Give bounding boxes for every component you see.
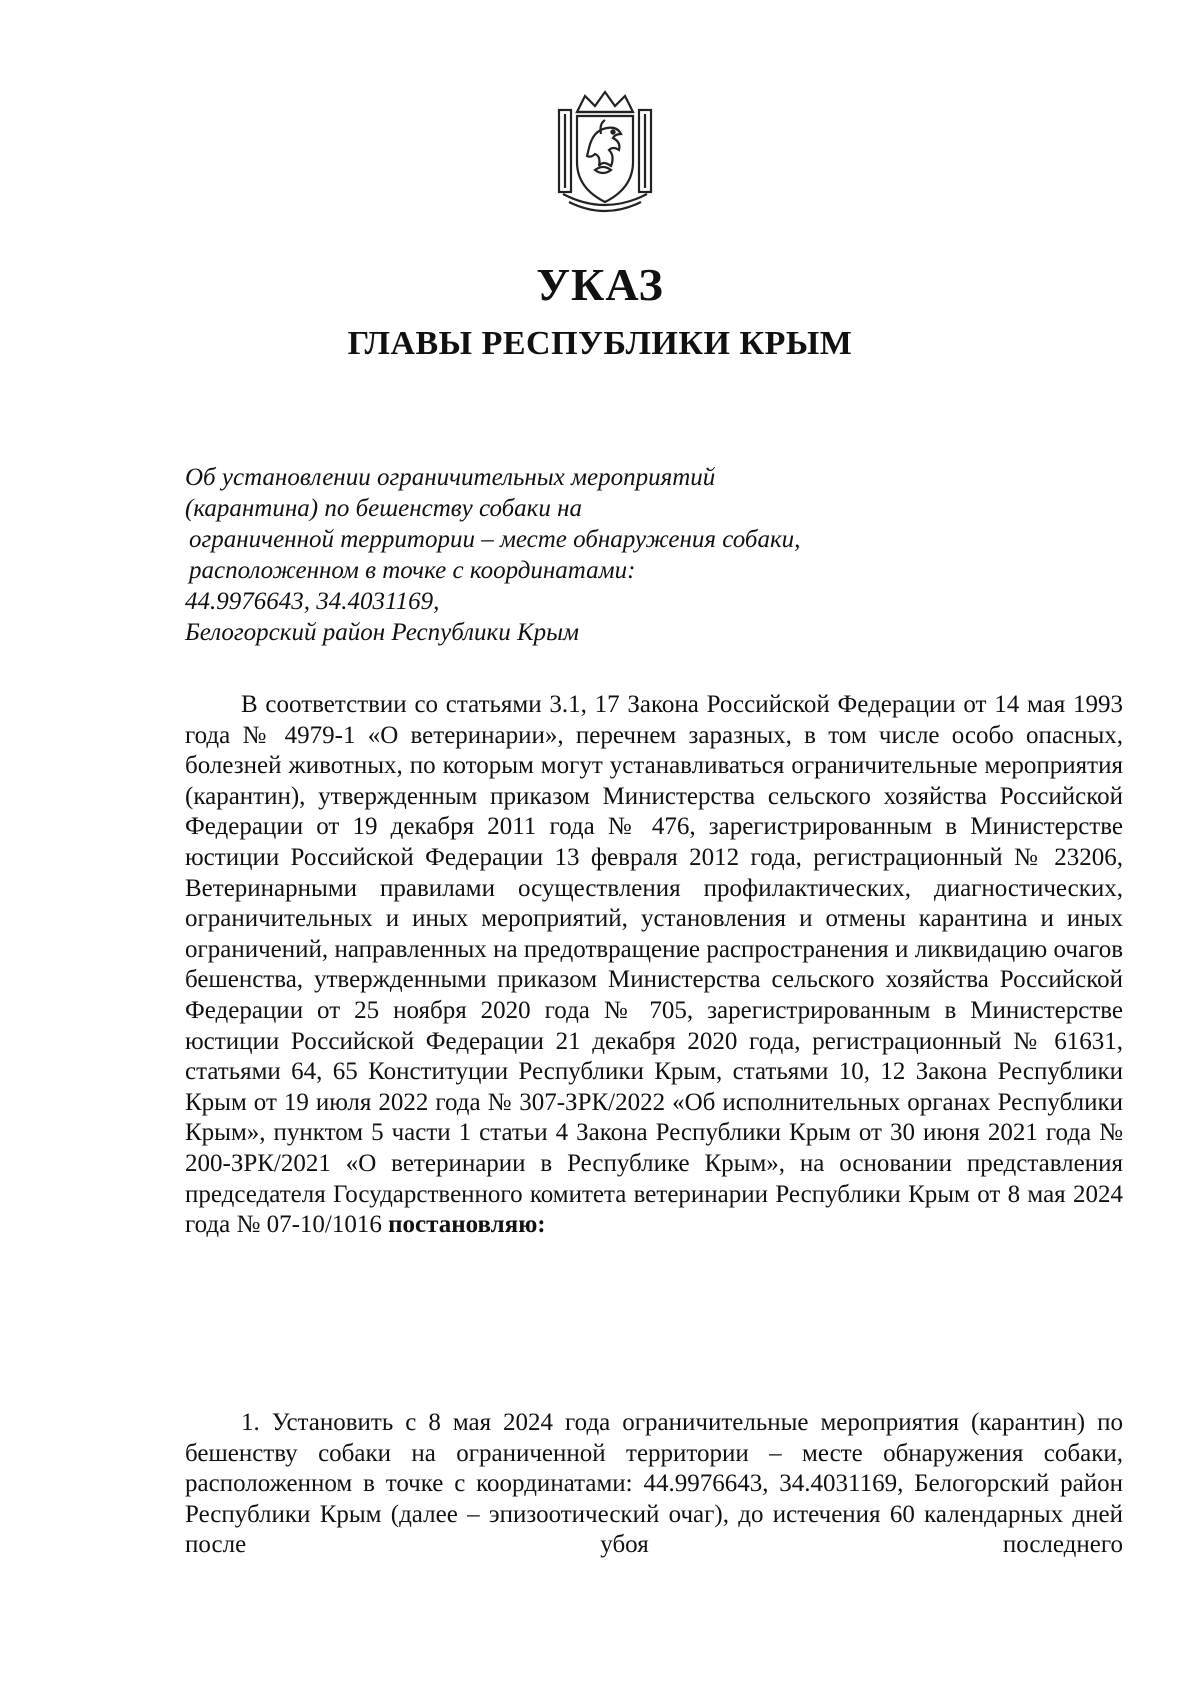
heading-line: (карантина) по бешенству собаки на xyxy=(185,495,583,522)
document-subtitle: ГЛАВЫ РЕСПУБЛИКИ КРЫМ xyxy=(347,325,853,362)
preamble-paragraph xyxy=(185,690,1123,1241)
coat-of-arms-emblem xyxy=(555,90,655,215)
preamble-section xyxy=(185,690,1123,1241)
item-1-paragraph: 1. Установить с 8 мая 2024 года ограничительные мероприятия (карантин) по бешенству собаки на ограниченной территории – месте обнаружения собаки, расположенном в точке с координатами: 44.9976643, 34.4031169, Белогорский район Республики Крым (далее – эпизоотический очаг), до истечения 60 календарных дней после убоя последнего xyxy=(185,1409,1123,1559)
heading-line: Об установлении ограничительных мероприятий xyxy=(185,464,716,491)
document-title: УКАЗ xyxy=(536,259,664,310)
heading-line: расположенном в точке с координатами: xyxy=(189,557,636,584)
heading-line: ограниченной территории – месте обнаружения собаки, xyxy=(189,526,801,553)
heading-line: Белогорский район Республики Крым xyxy=(185,619,579,646)
preamble-text: В соответствии со статьями 3.1, 17 Закона Российской Федерации от 14 мая 1993 года № 4979-1 «О ветеринарии», перечнем заразных, в том числе особо опасных, болезней животных, по которым могут устанавливаться ограничительные мероприятия (карантин), утвержденным приказом Министерства сельского хозяйства Российской Федерации от 19 декабря 2011 года № 476, зарегистрированным в Министерстве юстиции Российской Федерации 13 февраля 2012 года, регистрационный № 23206, Ветеринарными правилами осуществления профилактических, диагностических, ограничительных и иных мероприятий, установления и отмены карантина и иных ограничений, направленных на предотвращение распространения и ликвидацию очагов бешенства, утвержденными приказом Министерства сельского хозяйства Российской Федерации от 25 ноября 2020 года № 705, зарегистрированным в Министерстве юстиции Российской Федерации 21 декабря 2020 года, регистрационный № 61631, статьями 64, 65 Конституции Республики Крым, статьями 10, 12 Закона Республики Крым от 19 июля 2022 года № 307-ЗРК/2022 «Об исполнительных органах Республики Крым», пунктом 5 части 1 статьи 4 Закона Республики Крым от 30 июня 2021 года № 200-ЗРК/2021 «О ветеринарии в Республике Крым», на основании представления председателя Государственного комитета ветеринарии Республики Крым от 8 мая 2024 года № 07-10/1016 xyxy=(185,691,1123,1239)
resolve-word: постановляю: xyxy=(388,1211,546,1239)
item-1-section xyxy=(185,1408,1123,1561)
heading-line: 44.9976643, 34.4031169, xyxy=(185,588,440,615)
decree-heading xyxy=(185,462,945,648)
